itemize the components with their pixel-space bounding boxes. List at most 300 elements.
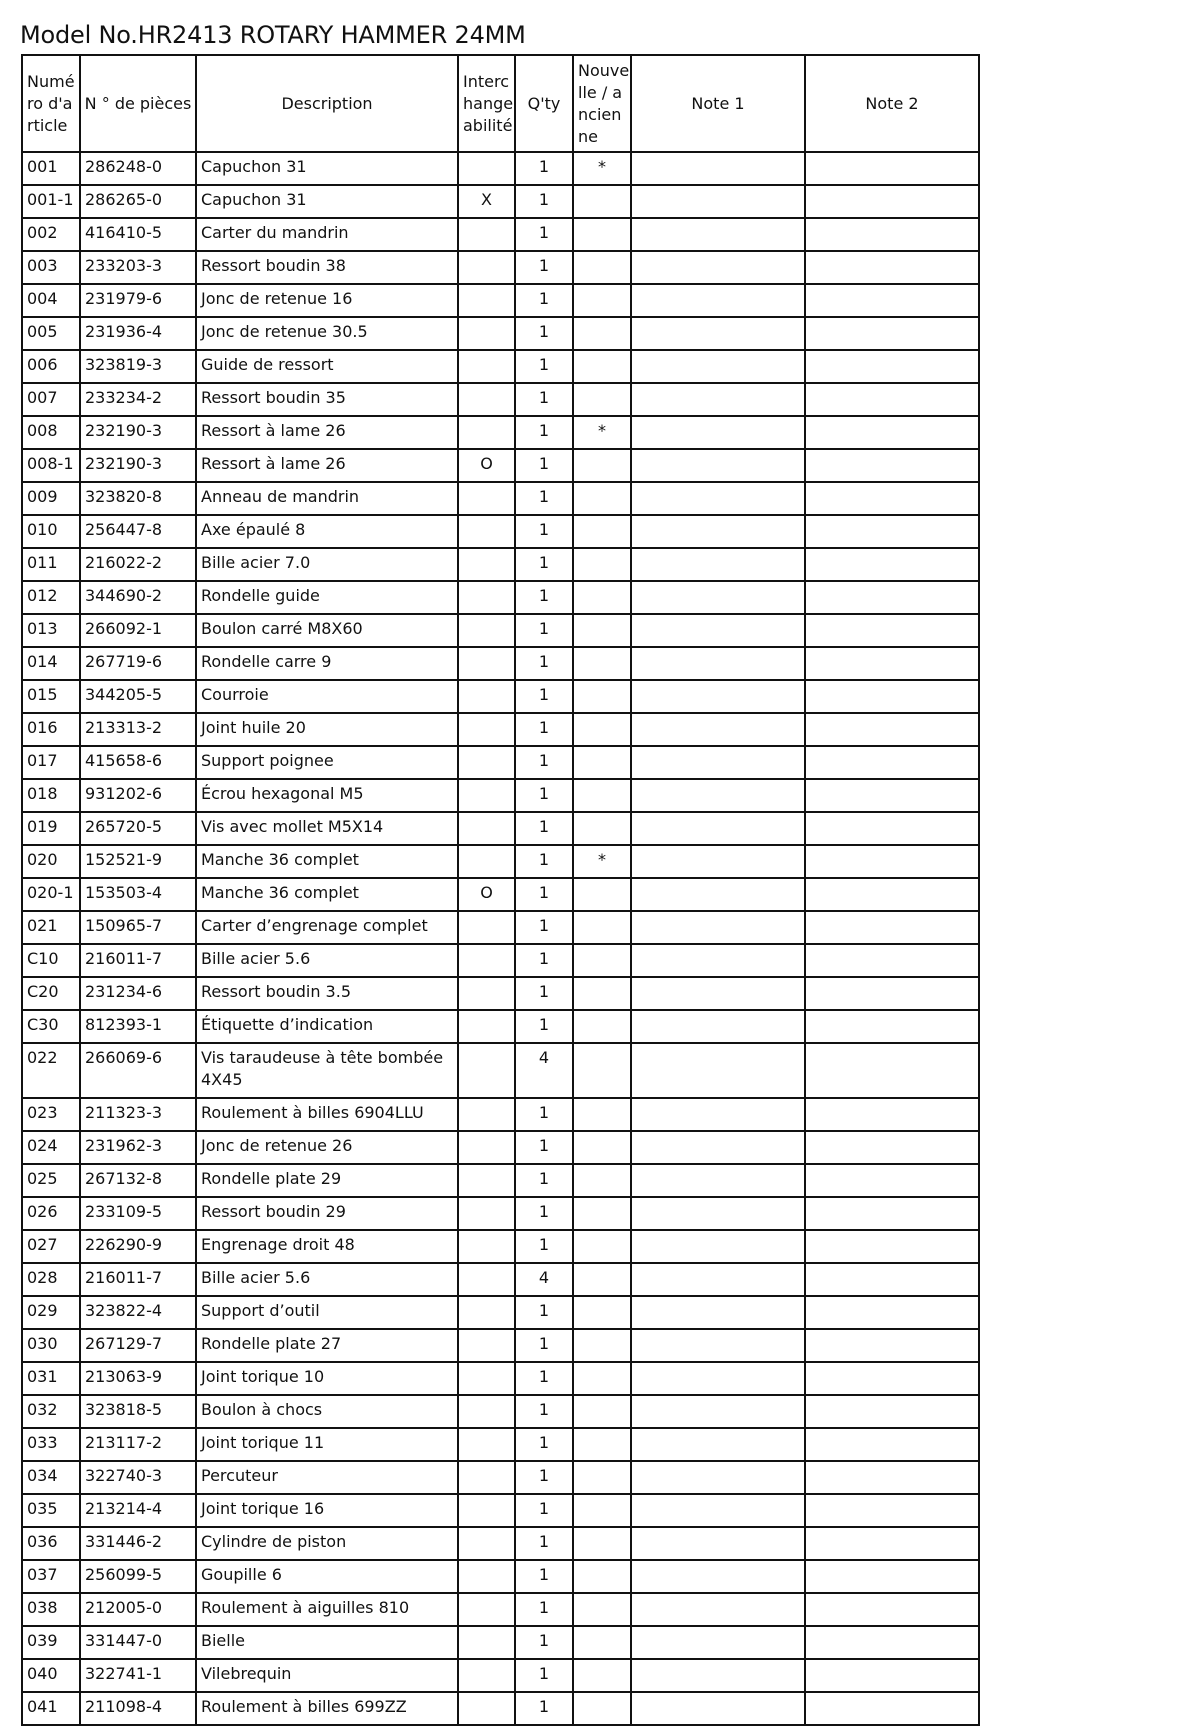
cell-note2 [805, 1131, 979, 1164]
cell-note1 [631, 1043, 805, 1098]
cell-qty: 1 [515, 548, 573, 581]
cell-description: Manche 36 complet [196, 878, 458, 911]
table-row [22, 482, 979, 515]
table-row [22, 1593, 979, 1626]
cell-new-old [573, 1098, 631, 1131]
cell-note1 [631, 812, 805, 845]
cell-note1 [631, 284, 805, 317]
cell-qty: 1 [515, 416, 573, 449]
cell-qty: 1 [515, 1296, 573, 1329]
cell-qty: 1 [515, 1461, 573, 1494]
cell-note1 [631, 1692, 805, 1725]
cell-interchangeability [458, 317, 515, 350]
cell-part-no: 344205-5 [80, 680, 196, 713]
table-row [22, 1164, 979, 1197]
cell-interchangeability [458, 581, 515, 614]
cell-new-old [573, 944, 631, 977]
cell-note1 [631, 416, 805, 449]
table-row [22, 152, 979, 185]
cell-note1 [631, 1230, 805, 1263]
cell-note2 [805, 449, 979, 482]
cell-item-no: 030 [22, 1329, 80, 1362]
cell-item-no: 008 [22, 416, 80, 449]
table-row [22, 1362, 979, 1395]
table-row [22, 713, 979, 746]
cell-qty: 1 [515, 680, 573, 713]
table-row [22, 383, 979, 416]
cell-description: Axe épaulé 8 [196, 515, 458, 548]
cell-new-old [573, 1164, 631, 1197]
cell-qty: 1 [515, 284, 573, 317]
cell-part-no: 266069-6 [80, 1043, 196, 1098]
table-row [22, 581, 979, 614]
cell-note2 [805, 1626, 979, 1659]
cell-part-no: 226290-9 [80, 1230, 196, 1263]
cell-qty: 1 [515, 779, 573, 812]
cell-new-old [573, 1692, 631, 1725]
cell-description: Carter du mandrin [196, 218, 458, 251]
cell-interchangeability [458, 944, 515, 977]
table-row [22, 251, 979, 284]
table-row [22, 1560, 979, 1593]
cell-item-no: 035 [22, 1494, 80, 1527]
cell-qty: 1 [515, 1131, 573, 1164]
cell-new-old [573, 647, 631, 680]
table-row [22, 1296, 979, 1329]
cell-description: Bille acier 5.6 [196, 1263, 458, 1296]
cell-new-old [573, 251, 631, 284]
cell-description: Rondelle plate 27 [196, 1329, 458, 1362]
cell-note2 [805, 977, 979, 1010]
cell-description: Vis taraudeuse à tête bombée 4X45 [196, 1043, 458, 1098]
cell-note1 [631, 1494, 805, 1527]
cell-description: Vilebrequin [196, 1659, 458, 1692]
table-row [22, 1131, 979, 1164]
header-note1: Note 1 [631, 55, 805, 152]
cell-new-old [573, 548, 631, 581]
cell-interchangeability [458, 1230, 515, 1263]
cell-description: Bille acier 5.6 [196, 944, 458, 977]
cell-item-no: 037 [22, 1560, 80, 1593]
cell-note2 [805, 680, 979, 713]
cell-note1 [631, 1329, 805, 1362]
cell-new-old: * [573, 845, 631, 878]
cell-part-no: 331447-0 [80, 1626, 196, 1659]
cell-note2 [805, 1164, 979, 1197]
cell-part-no: 233203-3 [80, 251, 196, 284]
cell-description: Boulon à chocs [196, 1395, 458, 1428]
cell-note2 [805, 284, 979, 317]
cell-new-old [573, 1197, 631, 1230]
cell-note2 [805, 713, 979, 746]
cell-part-no: 416410-5 [80, 218, 196, 251]
cell-new-old [573, 1461, 631, 1494]
cell-description: Capuchon 31 [196, 185, 458, 218]
cell-note2 [805, 647, 979, 680]
cell-part-no: 211323-3 [80, 1098, 196, 1131]
table-row [22, 1527, 979, 1560]
cell-new-old [573, 1296, 631, 1329]
cell-item-no: 026 [22, 1197, 80, 1230]
cell-new-old [573, 713, 631, 746]
cell-item-no: 015 [22, 680, 80, 713]
cell-note2 [805, 581, 979, 614]
cell-description: Rondelle carre 9 [196, 647, 458, 680]
cell-part-no: 322741-1 [80, 1659, 196, 1692]
cell-part-no: 150965-7 [80, 911, 196, 944]
cell-description: Bille acier 7.0 [196, 548, 458, 581]
cell-note2 [805, 1494, 979, 1527]
cell-item-no: 021 [22, 911, 80, 944]
cell-interchangeability [458, 1395, 515, 1428]
cell-description: Courroie [196, 680, 458, 713]
cell-note2 [805, 1230, 979, 1263]
cell-note1 [631, 1626, 805, 1659]
cell-qty: 1 [515, 152, 573, 185]
table-row [22, 416, 979, 449]
table-row [22, 1230, 979, 1263]
cell-note2 [805, 746, 979, 779]
table-row [22, 1692, 979, 1725]
cell-qty: 1 [515, 1494, 573, 1527]
cell-description: Guide de ressort [196, 350, 458, 383]
cell-part-no: 233109-5 [80, 1197, 196, 1230]
cell-item-no: 016 [22, 713, 80, 746]
table-row [22, 350, 979, 383]
cell-new-old [573, 581, 631, 614]
cell-qty: 1 [515, 1329, 573, 1362]
cell-note1 [631, 911, 805, 944]
cell-note2 [805, 383, 979, 416]
cell-part-no: 323822-4 [80, 1296, 196, 1329]
cell-part-no: 323819-3 [80, 350, 196, 383]
cell-note2 [805, 548, 979, 581]
cell-part-no: 216011-7 [80, 1263, 196, 1296]
cell-part-no: 213214-4 [80, 1494, 196, 1527]
cell-note2 [805, 416, 979, 449]
cell-note2 [805, 218, 979, 251]
cell-part-no: 323820-8 [80, 482, 196, 515]
cell-qty: 4 [515, 1043, 573, 1098]
cell-qty: 1 [515, 350, 573, 383]
cell-new-old [573, 1560, 631, 1593]
table-row [22, 515, 979, 548]
cell-interchangeability [458, 845, 515, 878]
cell-description: Rondelle guide [196, 581, 458, 614]
cell-new-old [573, 515, 631, 548]
cell-item-no: 019 [22, 812, 80, 845]
cell-interchangeability [458, 1263, 515, 1296]
cell-note1 [631, 944, 805, 977]
cell-note1 [631, 1131, 805, 1164]
cell-qty: 1 [515, 515, 573, 548]
page-title: Model No.HR2413 ROTARY HAMMER 24MM [20, 21, 526, 49]
cell-part-no: 213063-9 [80, 1362, 196, 1395]
table-row [22, 317, 979, 350]
cell-description: Étiquette d’indication [196, 1010, 458, 1043]
cell-qty: 1 [515, 581, 573, 614]
cell-interchangeability [458, 1593, 515, 1626]
cell-note1 [631, 218, 805, 251]
header-new-old: Nouvelle / ancienne [573, 55, 631, 152]
cell-interchangeability: O [458, 878, 515, 911]
table-row [22, 1659, 979, 1692]
cell-interchangeability [458, 1692, 515, 1725]
table-row [22, 548, 979, 581]
cell-note2 [805, 1659, 979, 1692]
cell-new-old [573, 746, 631, 779]
cell-qty: 1 [515, 317, 573, 350]
cell-item-no: 018 [22, 779, 80, 812]
cell-note1 [631, 878, 805, 911]
cell-item-no: 005 [22, 317, 80, 350]
cell-description: Ressort à lame 26 [196, 449, 458, 482]
cell-item-no: 003 [22, 251, 80, 284]
cell-note1 [631, 845, 805, 878]
cell-note1 [631, 185, 805, 218]
cell-new-old [573, 680, 631, 713]
cell-description: Capuchon 31 [196, 152, 458, 185]
cell-part-no: 211098-4 [80, 1692, 196, 1725]
cell-new-old [573, 482, 631, 515]
cell-description: Ressort boudin 38 [196, 251, 458, 284]
table-row [22, 845, 979, 878]
cell-note2 [805, 1428, 979, 1461]
cell-new-old [573, 317, 631, 350]
cell-new-old [573, 1010, 631, 1043]
cell-item-no: 020 [22, 845, 80, 878]
cell-item-no: 011 [22, 548, 80, 581]
cell-interchangeability [458, 1461, 515, 1494]
header-item-no: Numéro d'article [22, 55, 80, 152]
cell-part-no: 213117-2 [80, 1428, 196, 1461]
cell-description: Roulement à billes 6904LLU [196, 1098, 458, 1131]
cell-qty: 1 [515, 1626, 573, 1659]
cell-note2 [805, 779, 979, 812]
cell-interchangeability [458, 680, 515, 713]
cell-interchangeability: X [458, 185, 515, 218]
cell-part-no: 267719-6 [80, 647, 196, 680]
cell-item-no: 004 [22, 284, 80, 317]
cell-part-no: 931202-6 [80, 779, 196, 812]
table-row [22, 1197, 979, 1230]
cell-note2 [805, 1527, 979, 1560]
cell-note1 [631, 746, 805, 779]
cell-interchangeability [458, 1494, 515, 1527]
cell-qty: 1 [515, 1098, 573, 1131]
cell-new-old [573, 1395, 631, 1428]
cell-interchangeability [458, 1560, 515, 1593]
cell-note1 [631, 1461, 805, 1494]
cell-note2 [805, 185, 979, 218]
cell-new-old [573, 1263, 631, 1296]
cell-new-old [573, 185, 631, 218]
cell-description: Boulon carré M8X60 [196, 614, 458, 647]
cell-note2 [805, 482, 979, 515]
cell-part-no: 266092-1 [80, 614, 196, 647]
cell-part-no: 231962-3 [80, 1131, 196, 1164]
cell-interchangeability [458, 1164, 515, 1197]
cell-interchangeability [458, 1197, 515, 1230]
cell-note2 [805, 1362, 979, 1395]
cell-qty: 1 [515, 1428, 573, 1461]
cell-qty: 4 [515, 1263, 573, 1296]
cell-item-no: 023 [22, 1098, 80, 1131]
cell-item-no: 033 [22, 1428, 80, 1461]
cell-new-old [573, 1659, 631, 1692]
cell-note1 [631, 647, 805, 680]
cell-description: Roulement à billes 699ZZ [196, 1692, 458, 1725]
cell-new-old [573, 1593, 631, 1626]
cell-description: Jonc de retenue 30.5 [196, 317, 458, 350]
cell-part-no: 415658-6 [80, 746, 196, 779]
cell-part-no: 331446-2 [80, 1527, 196, 1560]
cell-item-no: 012 [22, 581, 80, 614]
cell-new-old [573, 350, 631, 383]
cell-note1 [631, 1362, 805, 1395]
cell-note2 [805, 911, 979, 944]
cell-description: Carter d’engrenage complet [196, 911, 458, 944]
cell-interchangeability [458, 548, 515, 581]
cell-part-no: 267129-7 [80, 1329, 196, 1362]
cell-description: Cylindre de piston [196, 1527, 458, 1560]
cell-note1 [631, 152, 805, 185]
cell-note1 [631, 350, 805, 383]
cell-new-old [573, 779, 631, 812]
header-qty: Q'ty [515, 55, 573, 152]
cell-new-old: * [573, 416, 631, 449]
cell-qty: 1 [515, 911, 573, 944]
cell-note2 [805, 350, 979, 383]
cell-note2 [805, 845, 979, 878]
cell-qty: 1 [515, 746, 573, 779]
table-row [22, 779, 979, 812]
cell-new-old [573, 1494, 631, 1527]
cell-note2 [805, 944, 979, 977]
cell-qty: 1 [515, 1395, 573, 1428]
cell-interchangeability [458, 1043, 515, 1098]
cell-qty: 1 [515, 1593, 573, 1626]
cell-description: Ressort boudin 3.5 [196, 977, 458, 1010]
cell-description: Engrenage droit 48 [196, 1230, 458, 1263]
table-row [22, 977, 979, 1010]
cell-note2 [805, 1043, 979, 1098]
cell-item-no: 036 [22, 1527, 80, 1560]
cell-item-no: 041 [22, 1692, 80, 1725]
cell-item-no: 025 [22, 1164, 80, 1197]
cell-qty: 1 [515, 482, 573, 515]
cell-interchangeability [458, 152, 515, 185]
cell-interchangeability [458, 515, 515, 548]
cell-note2 [805, 1692, 979, 1725]
cell-note1 [631, 317, 805, 350]
cell-note1 [631, 515, 805, 548]
cell-note1 [631, 1659, 805, 1692]
cell-interchangeability [458, 911, 515, 944]
table-row [22, 218, 979, 251]
cell-part-no: 153503-4 [80, 878, 196, 911]
cell-interchangeability [458, 1010, 515, 1043]
cell-item-no: 017 [22, 746, 80, 779]
cell-item-no: 032 [22, 1395, 80, 1428]
cell-note2 [805, 152, 979, 185]
cell-interchangeability [458, 1626, 515, 1659]
cell-note2 [805, 878, 979, 911]
cell-note1 [631, 977, 805, 1010]
cell-item-no: 001 [22, 152, 80, 185]
cell-qty: 1 [515, 977, 573, 1010]
cell-interchangeability [458, 482, 515, 515]
cell-qty: 1 [515, 614, 573, 647]
cell-qty: 1 [515, 1659, 573, 1692]
cell-part-no: 286248-0 [80, 152, 196, 185]
cell-part-no: 232190-3 [80, 449, 196, 482]
cell-description: Goupille 6 [196, 1560, 458, 1593]
cell-item-no: C30 [22, 1010, 80, 1043]
cell-part-no: 286265-0 [80, 185, 196, 218]
cell-note1 [631, 251, 805, 284]
cell-qty: 1 [515, 1010, 573, 1043]
table-row [22, 746, 979, 779]
cell-note1 [631, 449, 805, 482]
cell-item-no: 027 [22, 1230, 80, 1263]
cell-new-old [573, 218, 631, 251]
cell-new-old [573, 614, 631, 647]
cell-note2 [805, 251, 979, 284]
cell-part-no: 256099-5 [80, 1560, 196, 1593]
cell-note1 [631, 1197, 805, 1230]
cell-note2 [805, 1395, 979, 1428]
cell-interchangeability [458, 1131, 515, 1164]
cell-part-no: 231234-6 [80, 977, 196, 1010]
cell-qty: 1 [515, 944, 573, 977]
parts-table-body [22, 152, 979, 1725]
cell-new-old [573, 1329, 631, 1362]
cell-qty: 1 [515, 1362, 573, 1395]
table-row [22, 1395, 979, 1428]
cell-description: Percuteur [196, 1461, 458, 1494]
cell-description: Jonc de retenue 26 [196, 1131, 458, 1164]
cell-note1 [631, 1098, 805, 1131]
cell-qty: 1 [515, 878, 573, 911]
cell-item-no: 022 [22, 1043, 80, 1098]
cell-item-no: 007 [22, 383, 80, 416]
cell-description: Jonc de retenue 16 [196, 284, 458, 317]
cell-interchangeability [458, 251, 515, 284]
table-row [22, 1428, 979, 1461]
cell-new-old [573, 1428, 631, 1461]
cell-interchangeability: O [458, 449, 515, 482]
table-row [22, 614, 979, 647]
cell-new-old [573, 911, 631, 944]
cell-description: Roulement à aiguilles 810 [196, 1593, 458, 1626]
cell-part-no: 267132-8 [80, 1164, 196, 1197]
cell-item-no: 010 [22, 515, 80, 548]
cell-note1 [631, 1428, 805, 1461]
cell-description: Support poignee [196, 746, 458, 779]
cell-note2 [805, 1197, 979, 1230]
cell-part-no: 216011-7 [80, 944, 196, 977]
cell-part-no: 231936-4 [80, 317, 196, 350]
table-row [22, 878, 979, 911]
cell-qty: 1 [515, 1560, 573, 1593]
cell-qty: 1 [515, 185, 573, 218]
cell-qty: 1 [515, 1230, 573, 1263]
cell-new-old [573, 977, 631, 1010]
cell-interchangeability [458, 977, 515, 1010]
cell-qty: 1 [515, 1197, 573, 1230]
cell-new-old [573, 1362, 631, 1395]
